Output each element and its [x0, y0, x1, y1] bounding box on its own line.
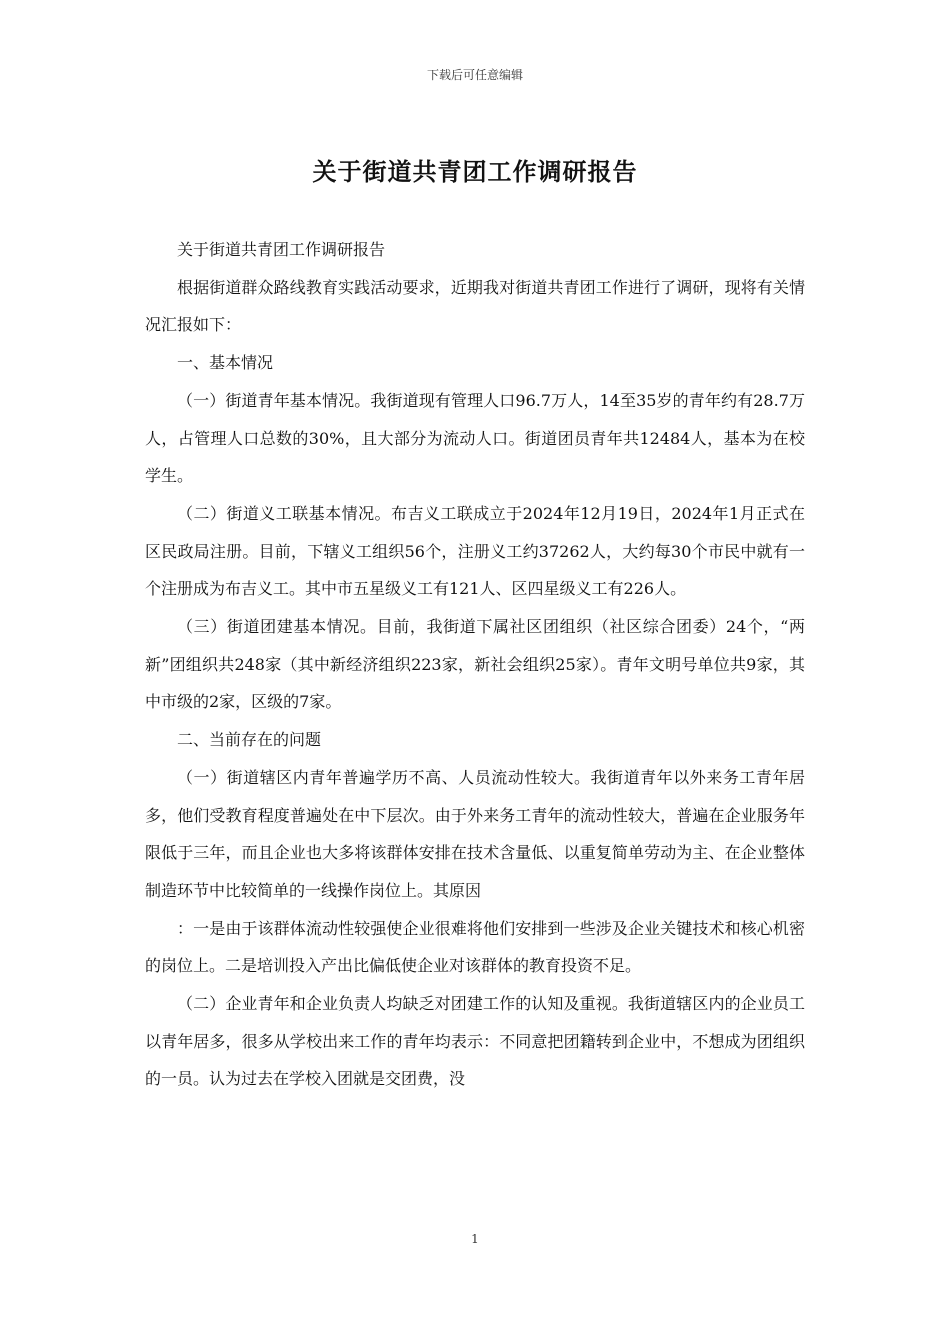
paragraph-league-building-situation: （三）街道团建基本情况。目前，我街道下属社区团组织（社区综合团委）24个，“两新”团组织共248家（其中新经济组织223家，新社会组织25家）。青年文明号单位共9家，其中市级的2家，区级的7家。	[145, 617, 805, 712]
document-body	[145, 231, 805, 1098]
document-title: 关于街道共青团工作调研报告	[312, 158, 638, 186]
header-note: 下载后可任意编辑	[426, 68, 523, 82]
paragraph-intro: 根据街道群众路线教育实践活动要求，近期我对街道共青团工作进行了调研，现将有关情况汇报如下：	[145, 277, 805, 335]
paragraph-youth-situation: （一）街道青年基本情况。我街道现有管理人口96.7万人，14至35岁的青年约有28.7万人，占管理人口总数的30%，且大部分为流动人口。街道团员青年共12484人，基本为在校学生。	[145, 390, 805, 486]
paragraph-subtitle: 关于街道共青团工作调研报告	[177, 240, 386, 259]
paragraph-volunteer-situation: （二）街道义工联基本情况。布吉义工联成立于2024年12月19日，2024年1月正式在区民政局注册。目前，下辖义工组织56个，注册义工约37262人，大约每30个市民中就有一个注册成为布吉义工。其中市五星级义工有121人、区四星级义工有226人。	[145, 503, 805, 599]
paragraph-problem-one-reasons: ：一是由于该群体流动性较强使企业很难将他们安排到一些涉及企业关键技术和核心机密的岗位上。二是培训投入产出比偏低使企业对该群体的教育投资不足。	[145, 918, 805, 976]
paragraph-problem-two: （二）企业青年和企业负责人均缺乏对团建工作的认知及重视。我街道辖区内的企业员工以青年居多，很多从学校出来工作的青年均表示：不同意把团籍转到企业中，不想成为团组织的一员。认为过去在学校入团就是交团费，没	[145, 994, 805, 1089]
page-number: 1	[471, 1232, 479, 1246]
section-heading-problems: 二、当前存在的问题	[177, 730, 322, 750]
section-heading-basic-situation: 一、基本情况	[177, 353, 274, 373]
paragraph-problem-one: （一）街道辖区内青年普遍学历不高、人员流动性较大。我街道青年以外来务工青年居多，他们受教育程度普遍处在中下层次。由于外来务工青年的流动性较大，普遍在企业服务年限低于三年，而且企业也大多将该群体安排在技术含量低、以重复简单劳动为主、在企业整体制造环节中比较简单的一线操作岗位上。其原因	[145, 767, 805, 900]
